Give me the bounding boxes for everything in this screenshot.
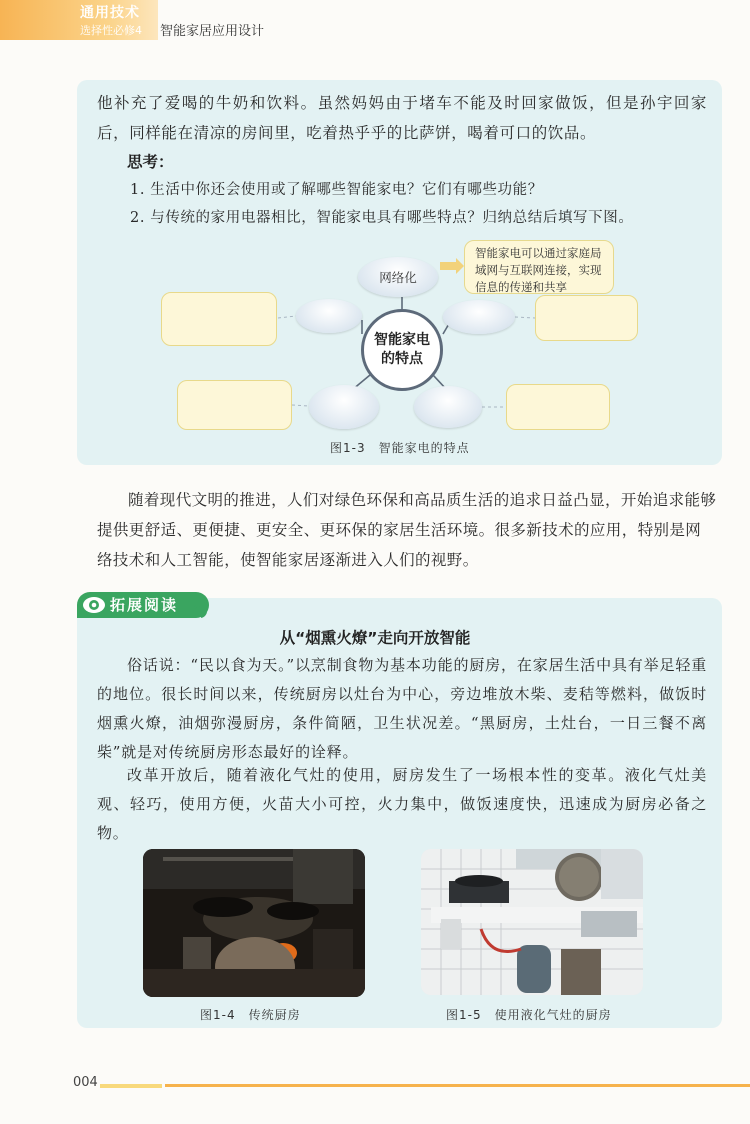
intro-paragraph: 他补充了爱喝的牛奶和饮料。虽然妈妈由于堵车不能及时回家做饭，但是孙宇回家后，同样能在清凉的房间里，吃着热乎乎的比萨饼，喝着可口的饮品。 bbox=[97, 94, 707, 142]
course-name: 通用技术 bbox=[80, 5, 140, 21]
arrow-icon bbox=[440, 258, 464, 274]
node-networked: 网络化 bbox=[358, 257, 438, 297]
page-number: 004 bbox=[73, 1075, 98, 1090]
figure-1-4-caption: 图1-4 传统厨房 bbox=[200, 1008, 301, 1022]
footer-bar-long bbox=[165, 1084, 750, 1087]
center-node bbox=[361, 309, 443, 391]
node-blank-bottom-left bbox=[309, 385, 379, 429]
node-blank-bottom-right bbox=[414, 386, 482, 428]
chapter-title: 智能家居应用设计 bbox=[160, 24, 265, 39]
lpg-kitchen-photo bbox=[421, 849, 643, 995]
curl-icon bbox=[192, 602, 210, 620]
think-label: 思考： bbox=[127, 153, 174, 171]
extended-paragraph-1: 俗话说：“民以食为天。”以烹制食物为基本功能的厨房，在家居生活中具有举足轻重的地位。很长时间以来，传统厨房以灶台为中心，旁边堆放木柴、麦秸等燃料，做饭时烟熏火燎，油烟弥漫厨房，条件简陋，卫生状况差。“黑厨房，土灶台，一日三餐不离柴”就是对传统厨房形态最好的诠释。 bbox=[97, 656, 707, 761]
answer-box-bottom-right[interactable] bbox=[506, 384, 610, 430]
extended-paragraph-2: 改革开放后，随着液化气灶的使用，厨房发生了一场根本性的变革。液化气灶美观、轻巧，使用方便，火苗大小可控，火力集中，做饭速度快，迅速成为厨房必备之物。 bbox=[97, 766, 707, 842]
extended-reading-label: 拓展阅读 bbox=[110, 596, 179, 614]
volume-name: 选择性必修4 bbox=[80, 24, 142, 37]
extended-reading-title: 从“烟熏火燎”走向开放智能 bbox=[279, 629, 471, 647]
center-node-label: 智能家电的特点 bbox=[374, 332, 430, 367]
answer-box-left[interactable] bbox=[161, 292, 277, 346]
footer-bar-short bbox=[100, 1084, 162, 1088]
question-1: 1. 生活中你还会使用或了解哪些智能家电？它们有哪些功能？ bbox=[130, 182, 543, 198]
node-blank-right bbox=[443, 300, 515, 334]
node-blank-left bbox=[296, 299, 362, 333]
note-box: 智能家电可以通过家庭局域网与互联网连接，实现信息的传递和共享 bbox=[464, 240, 614, 294]
eye-icon bbox=[82, 595, 106, 615]
question-2: 2. 与传统的家用电器相比，智能家电具有哪些特点？归纳总结后填写下图。 bbox=[130, 210, 634, 226]
figure-1-3-caption: 图1-3 智能家电的特点 bbox=[330, 441, 470, 455]
traditional-kitchen-photo bbox=[143, 849, 365, 997]
figure-1-5-caption: 图1-5 使用液化气灶的厨房 bbox=[446, 1008, 612, 1022]
answer-box-right[interactable] bbox=[535, 295, 638, 341]
answer-box-bottom-left[interactable] bbox=[177, 380, 292, 430]
main-paragraph: 随着现代文明的推进，人们对绿色环保和高品质生活的追求日益凸显，开始追求能够提供更舒适、更便捷、更安全、更环保的家居生活环境。很多新技术的应用，特别是网络技术和人工智能，使智能家居逐渐进入人们的视野。 bbox=[97, 491, 717, 569]
